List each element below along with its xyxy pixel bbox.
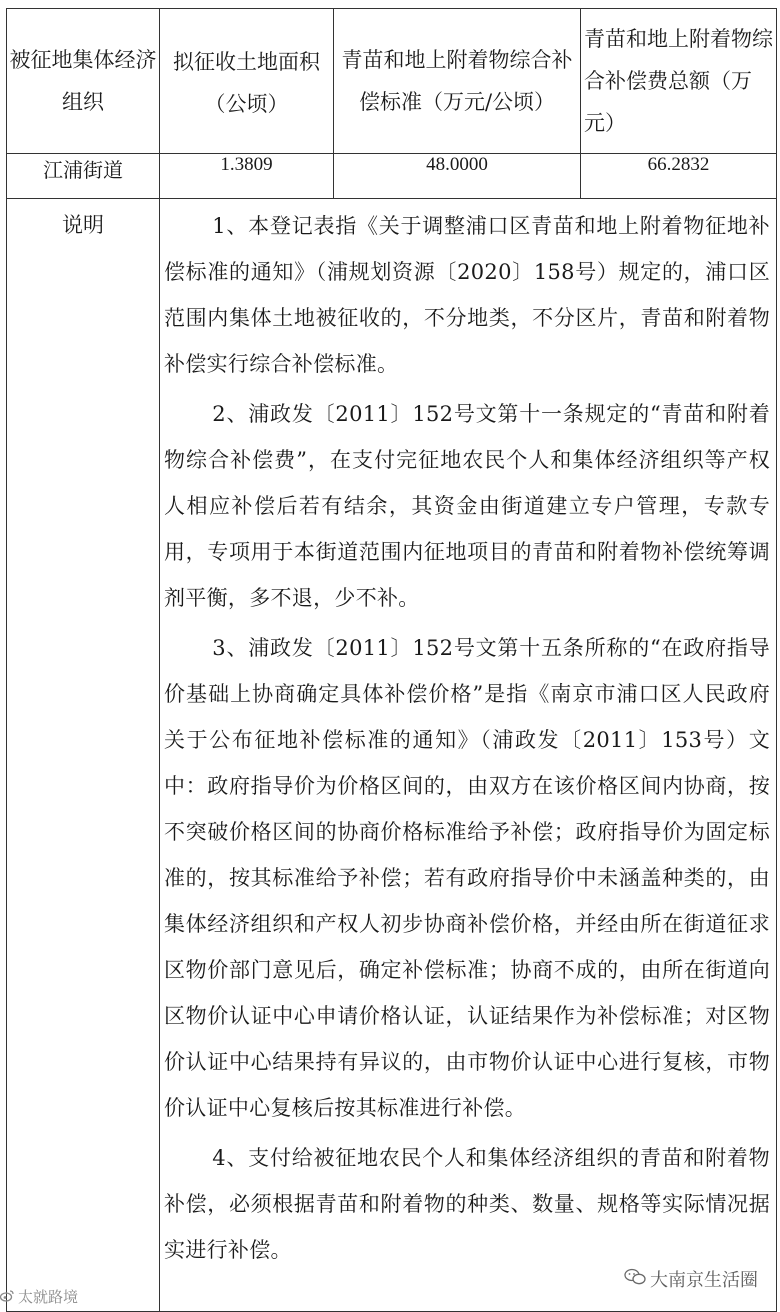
notes-body <box>160 199 777 1312</box>
cell-total: 66.2832 <box>581 154 777 199</box>
data-row <box>7 154 777 199</box>
notes-row <box>7 199 777 1312</box>
watermark-right <box>624 1266 758 1292</box>
cell-org: 江浦街道 <box>7 154 160 199</box>
watermark-left-text: 太就路境 <box>18 1288 79 1306</box>
notes-label: 说明 <box>7 199 160 1312</box>
cell-standard: 48.0000 <box>334 154 581 199</box>
note-paragraph-1: 1、本登记表指《关于调整浦口区青苗和地上附着物征地补偿标准的通知》（浦规划资源〔2020〕158号）规定的，浦口区范围内集体土地被征收的，不分地类，不分区片，青苗和附着物补偿实行综合补偿标准。 <box>164 214 770 376</box>
header-area: 拟征收土地面积（公顷） <box>160 9 334 154</box>
watermark-left <box>0 1286 78 1307</box>
cell-area: 1.3809 <box>160 154 334 199</box>
compensation-table <box>6 8 777 1312</box>
header-org: 被征地集体经济组织 <box>7 9 160 154</box>
header-row <box>7 9 777 154</box>
note-paragraph-4: 4、支付给被征地农民个人和集体经济组织的青苗和附着物补偿，必须根据青苗和附着物的种类、数量、规格等实际情况据实进行补偿。 <box>164 1146 770 1262</box>
wechat-icon <box>624 1268 646 1291</box>
watermark-right-text: 大南京生活圈 <box>650 1270 758 1291</box>
note-paragraph-3: 3、浦政发〔2011〕152号文第十五条所称的“在政府指导价基础上协商确定具体补偿价格”是指《南京市浦口区人民政府关于公布征地补偿标准的通知》（浦政发〔2011〕153号）文中：政府指导价为价格区间的，由双方在该价格区间内协商，按不突破价格区间的协商价格标准给予补偿；政府指导价为固定标准的，按其标准给予补偿；若有政府指导价中未涵盖种类的，由集体经济组织和产权人初步协商补偿价格，并经由所在街道征求区物价部门意见后，确定补偿标准；协商不成的，由所在街道向区物价认证中心申请价格认证，认证结果作为补偿标准；对区物价认证中心结果持有异议的，由市物价认证中心进行复核，市物价认证中心复核后按其标准进行补偿。 <box>164 636 770 1120</box>
header-standard: 青苗和地上附着物综合补偿标准（万元/公顷） <box>334 9 581 154</box>
note-paragraph-2: 2、浦政发〔2011〕152号文第十一条规定的“青苗和附着物综合补偿费”，在支付完征地农民个人和集体经济组织等产权人相应补偿后若有结余，其资金由街道建立专户管理，专款专用，专项用于本街道范围内征地项目的青苗和附着物补偿统筹调剂平衡，多不退，少不补。 <box>164 402 770 610</box>
header-total: 青苗和地上附着物综合补偿费总额（万元） <box>581 9 777 154</box>
weibo-icon <box>0 1288 14 1306</box>
